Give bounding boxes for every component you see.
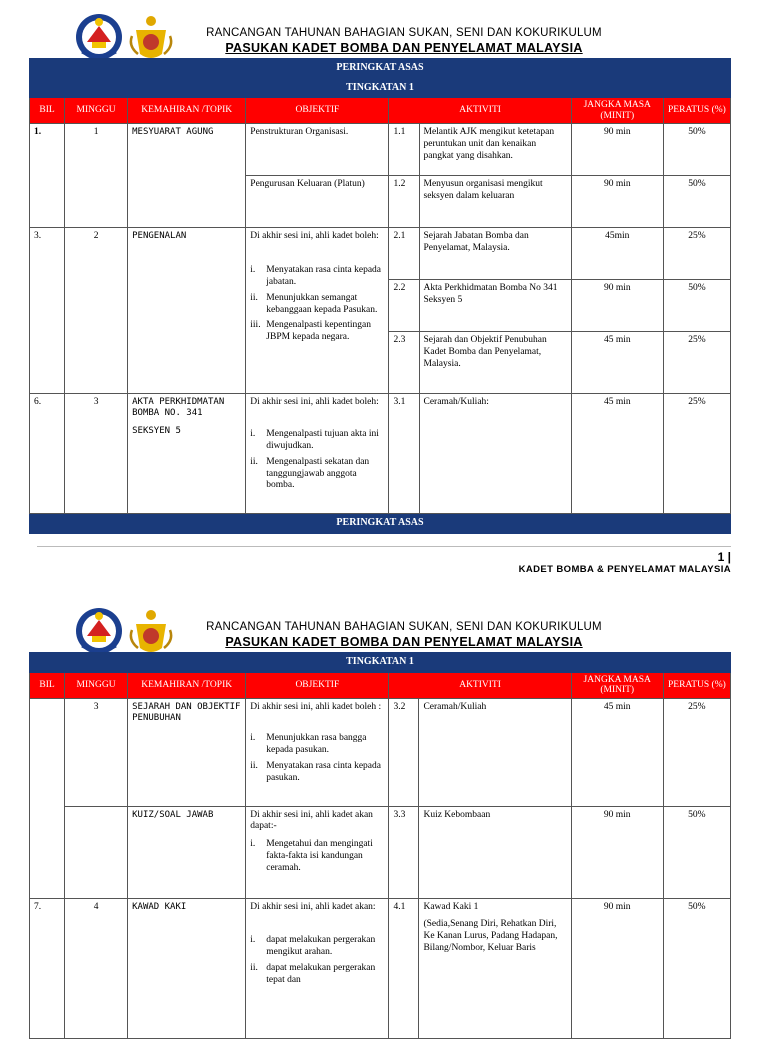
cell-topik: SEJARAH DAN OBJEKTIF PENUBUHAN (128, 698, 246, 806)
cell-peratus: 25% (663, 332, 730, 394)
objektif-list (250, 839, 384, 875)
cell-bil: 3. (30, 228, 65, 394)
list-item: ii. Mengenalpasti sekatan dan tanggungjawab anggota bomba. (250, 456, 370, 491)
cell-masa: 45 min (571, 698, 663, 806)
page-number: 1 | (717, 550, 731, 564)
cell-objektif (246, 698, 389, 806)
cell-aktiviti (419, 898, 571, 1038)
page-header (0, 0, 768, 58)
objektif-intro: Di akhir sesi ini, ahli kadet boleh : (250, 701, 382, 712)
schedule-table-1 (29, 58, 731, 534)
cell-minggu: 1 (65, 124, 128, 228)
objektif-intro: Di akhir sesi ini, ahli kadet boleh: (250, 231, 379, 241)
col-minggu: MINGGU (65, 98, 128, 124)
col-objektif: OBJEKTIF (246, 672, 389, 698)
cell-aktiviti: Ceramah/Kuliah: (419, 394, 571, 514)
objektif-intro: Di akhir sesi ini, ahli kadet akan dapat:- (250, 809, 373, 832)
cell-masa: 90 min (571, 176, 663, 228)
cell-objektif (246, 394, 389, 514)
page-header (0, 594, 768, 652)
cell-bil (30, 698, 65, 898)
col-kemahiran: KEMAHIRAN /TOPIK (128, 98, 246, 124)
list-item: i. Menunjukkan rasa bangga kepada pasukan. (250, 733, 367, 756)
list-item: ii. Menyatakan rasa cinta kepada pasukan. (250, 761, 381, 783)
aktiviti-detail: (Sedia,Senang Diri, Rehatkan Diri, Ke Kanan Lurus, Padang Hadapan, Bilang/Nombor, Keluar Baris (423, 919, 558, 954)
col-aktiviti: AKTIVITI (389, 672, 571, 698)
cell-bil: 6. (30, 394, 65, 514)
band-level-bottom: PERINGKAT ASAS (30, 514, 731, 534)
table-row (30, 394, 731, 514)
cell-objektif (246, 898, 389, 1038)
list-item: iii. Mengenalpasti kepentingan JBPM kepada negara. (250, 320, 372, 343)
cell-minggu: 2 (65, 228, 128, 394)
cell-peratus: 25% (663, 394, 730, 514)
list-item: i. Mengetahui dan mengingati fakta-fakta isi kandungan ceramah. (250, 839, 373, 873)
table-row (30, 806, 731, 898)
cell-no: 2.2 (389, 280, 419, 332)
cell-minggu: 3 (65, 394, 128, 514)
cell-aktiviti: Sejarah Jabatan Bomba dan Penyelamat, Malaysia. (419, 228, 571, 280)
cell-masa: 45 min (571, 394, 663, 514)
cell-peratus: 25% (663, 228, 730, 280)
list-item: ii. Menunjukkan semangat kebanggaan kepada Pasukan. (250, 292, 378, 315)
topik-sub: SEKSYEN 5 (132, 425, 181, 436)
cell-topik: MESYUARAT AGUNG (128, 124, 246, 228)
cell-minggu: 3 (65, 698, 128, 806)
footer-text: KADET BOMBA & PENYELAMAT MALAYSIA (518, 564, 731, 575)
cell-masa: 90 min (571, 898, 663, 1038)
cell-masa: 90 min (571, 806, 663, 898)
col-aktiviti: AKTIVITI (389, 98, 571, 124)
objektif-list (250, 733, 384, 785)
cell-topik: KUIZ/SOAL JAWAB (128, 806, 246, 898)
cell-no: 1.2 (389, 176, 419, 228)
col-peratus: PERATUS (%) (663, 672, 730, 698)
col-jangka: JANGKA MASA (MINIT) (571, 98, 663, 124)
cell-no: 3.2 (389, 698, 419, 806)
col-minggu: MINGGU (65, 672, 128, 698)
list-item: i. Menyatakan rasa cinta kepada jabatan. (250, 264, 382, 287)
objektif-list (250, 429, 384, 492)
band-level: PERINGKAT ASAS (30, 59, 731, 79)
col-jangka: JANGKA MASA (MINIT) (571, 672, 663, 698)
cell-topik: PENGENALAN (128, 228, 246, 394)
objektif-list (250, 265, 384, 344)
cell-aktiviti: Sejarah dan Objektif Penubuhan Kadet Bomba dan Penyelamat, Malaysia. (419, 332, 571, 394)
cell-masa: 45min (571, 228, 663, 280)
cell-peratus: 50% (663, 898, 730, 1038)
list-item: i. dapat melakukan pergerakan mengikut arahan. (250, 935, 376, 958)
cell-objektif: Penstrukturan Organisasi. (246, 124, 389, 176)
schedule-table-2 (29, 652, 731, 1039)
cell-no: 3.3 (389, 806, 419, 898)
cell-objektif: Pengurusan Keluaran (Platun) (246, 176, 389, 228)
list-item: i. Mengenalpasti tujuan akta ini diwujudkan. (250, 428, 379, 451)
cell-minggu: 4 (65, 898, 128, 1038)
cell-aktiviti: Kuiz Kebombaan (419, 806, 571, 898)
header-title-line1: RANCANGAN TAHUNAN BAHAGIAN SUKAN, SENI DAN KOKURIKULUM (206, 27, 602, 39)
cell-no: 4.1 (389, 898, 419, 1038)
cell-peratus: 50% (663, 124, 730, 176)
header-title-line2: PASUKAN KADET BOMBA DAN PENYELAMAT MALAYSIA (225, 41, 583, 55)
cell-minggu (65, 806, 128, 898)
cell-topik (128, 394, 246, 514)
footer-rule (37, 546, 731, 547)
cell-no: 2.3 (389, 332, 419, 394)
col-objektif: OBJEKTIF (246, 98, 389, 124)
band-form: TINGKATAN 1 (30, 78, 731, 98)
cell-aktiviti: Akta Perkhidmatan Bomba No 341 Seksyen 5 (419, 280, 571, 332)
cell-objektif (246, 228, 389, 394)
table-row (30, 228, 731, 280)
header-title-line1: RANCANGAN TAHUNAN BAHAGIAN SUKAN, SENI DAN KOKURIKULUM (206, 621, 602, 633)
cell-no: 3.1 (389, 394, 419, 514)
header-title-line2: PASUKAN KADET BOMBA DAN PENYELAMAT MALAYSIA (225, 635, 583, 649)
table-row (30, 698, 731, 806)
objektif-list (250, 935, 384, 987)
cell-no: 2.1 (389, 228, 419, 280)
cell-objektif (246, 806, 389, 898)
band-form: TINGKATAN 1 (30, 653, 731, 673)
objektif-intro: Di akhir sesi ini, ahli kadet boleh: (250, 397, 379, 407)
cell-masa: 45 min (571, 332, 663, 394)
col-bil: BIL (30, 98, 65, 124)
cell-peratus: 50% (663, 806, 730, 898)
page-2 (0, 594, 768, 1024)
col-peratus: PERATUS (%) (663, 98, 730, 124)
cell-aktiviti: Melantik AJK mengikut ketetapan peruntukan unit dan kenaikan pangkat yang disahkan. (419, 124, 571, 176)
topik-main: AKTA PERKHIDMATAN BOMBA NO. 341 (132, 397, 225, 419)
cell-peratus: 50% (663, 176, 730, 228)
objektif-intro: Di akhir sesi ini, ahli kadet akan: (250, 901, 376, 912)
cell-peratus: 50% (663, 280, 730, 332)
cell-aktiviti: Menyusun organisasi mengikut seksyen dalam keluaran (419, 176, 571, 228)
cell-topik: KAWAD KAKI (128, 898, 246, 1038)
col-bil: BIL (30, 672, 65, 698)
cell-no: 1.1 (389, 124, 419, 176)
cell-aktiviti: Ceramah/Kuliah (419, 698, 571, 806)
table-row (30, 124, 731, 176)
list-item: ii. dapat melakukan pergerakan tepat dan (250, 963, 376, 985)
cell-peratus: 25% (663, 698, 730, 806)
cell-masa: 90 min (571, 280, 663, 332)
cell-masa: 90 min (571, 124, 663, 176)
aktiviti-title: Kawad Kaki 1 (423, 901, 479, 912)
col-kemahiran: KEMAHIRAN /TOPIK (128, 672, 246, 698)
cell-bil: 7. (30, 898, 65, 1038)
cell-bil: 1. (30, 124, 65, 228)
table-row (30, 898, 731, 1038)
